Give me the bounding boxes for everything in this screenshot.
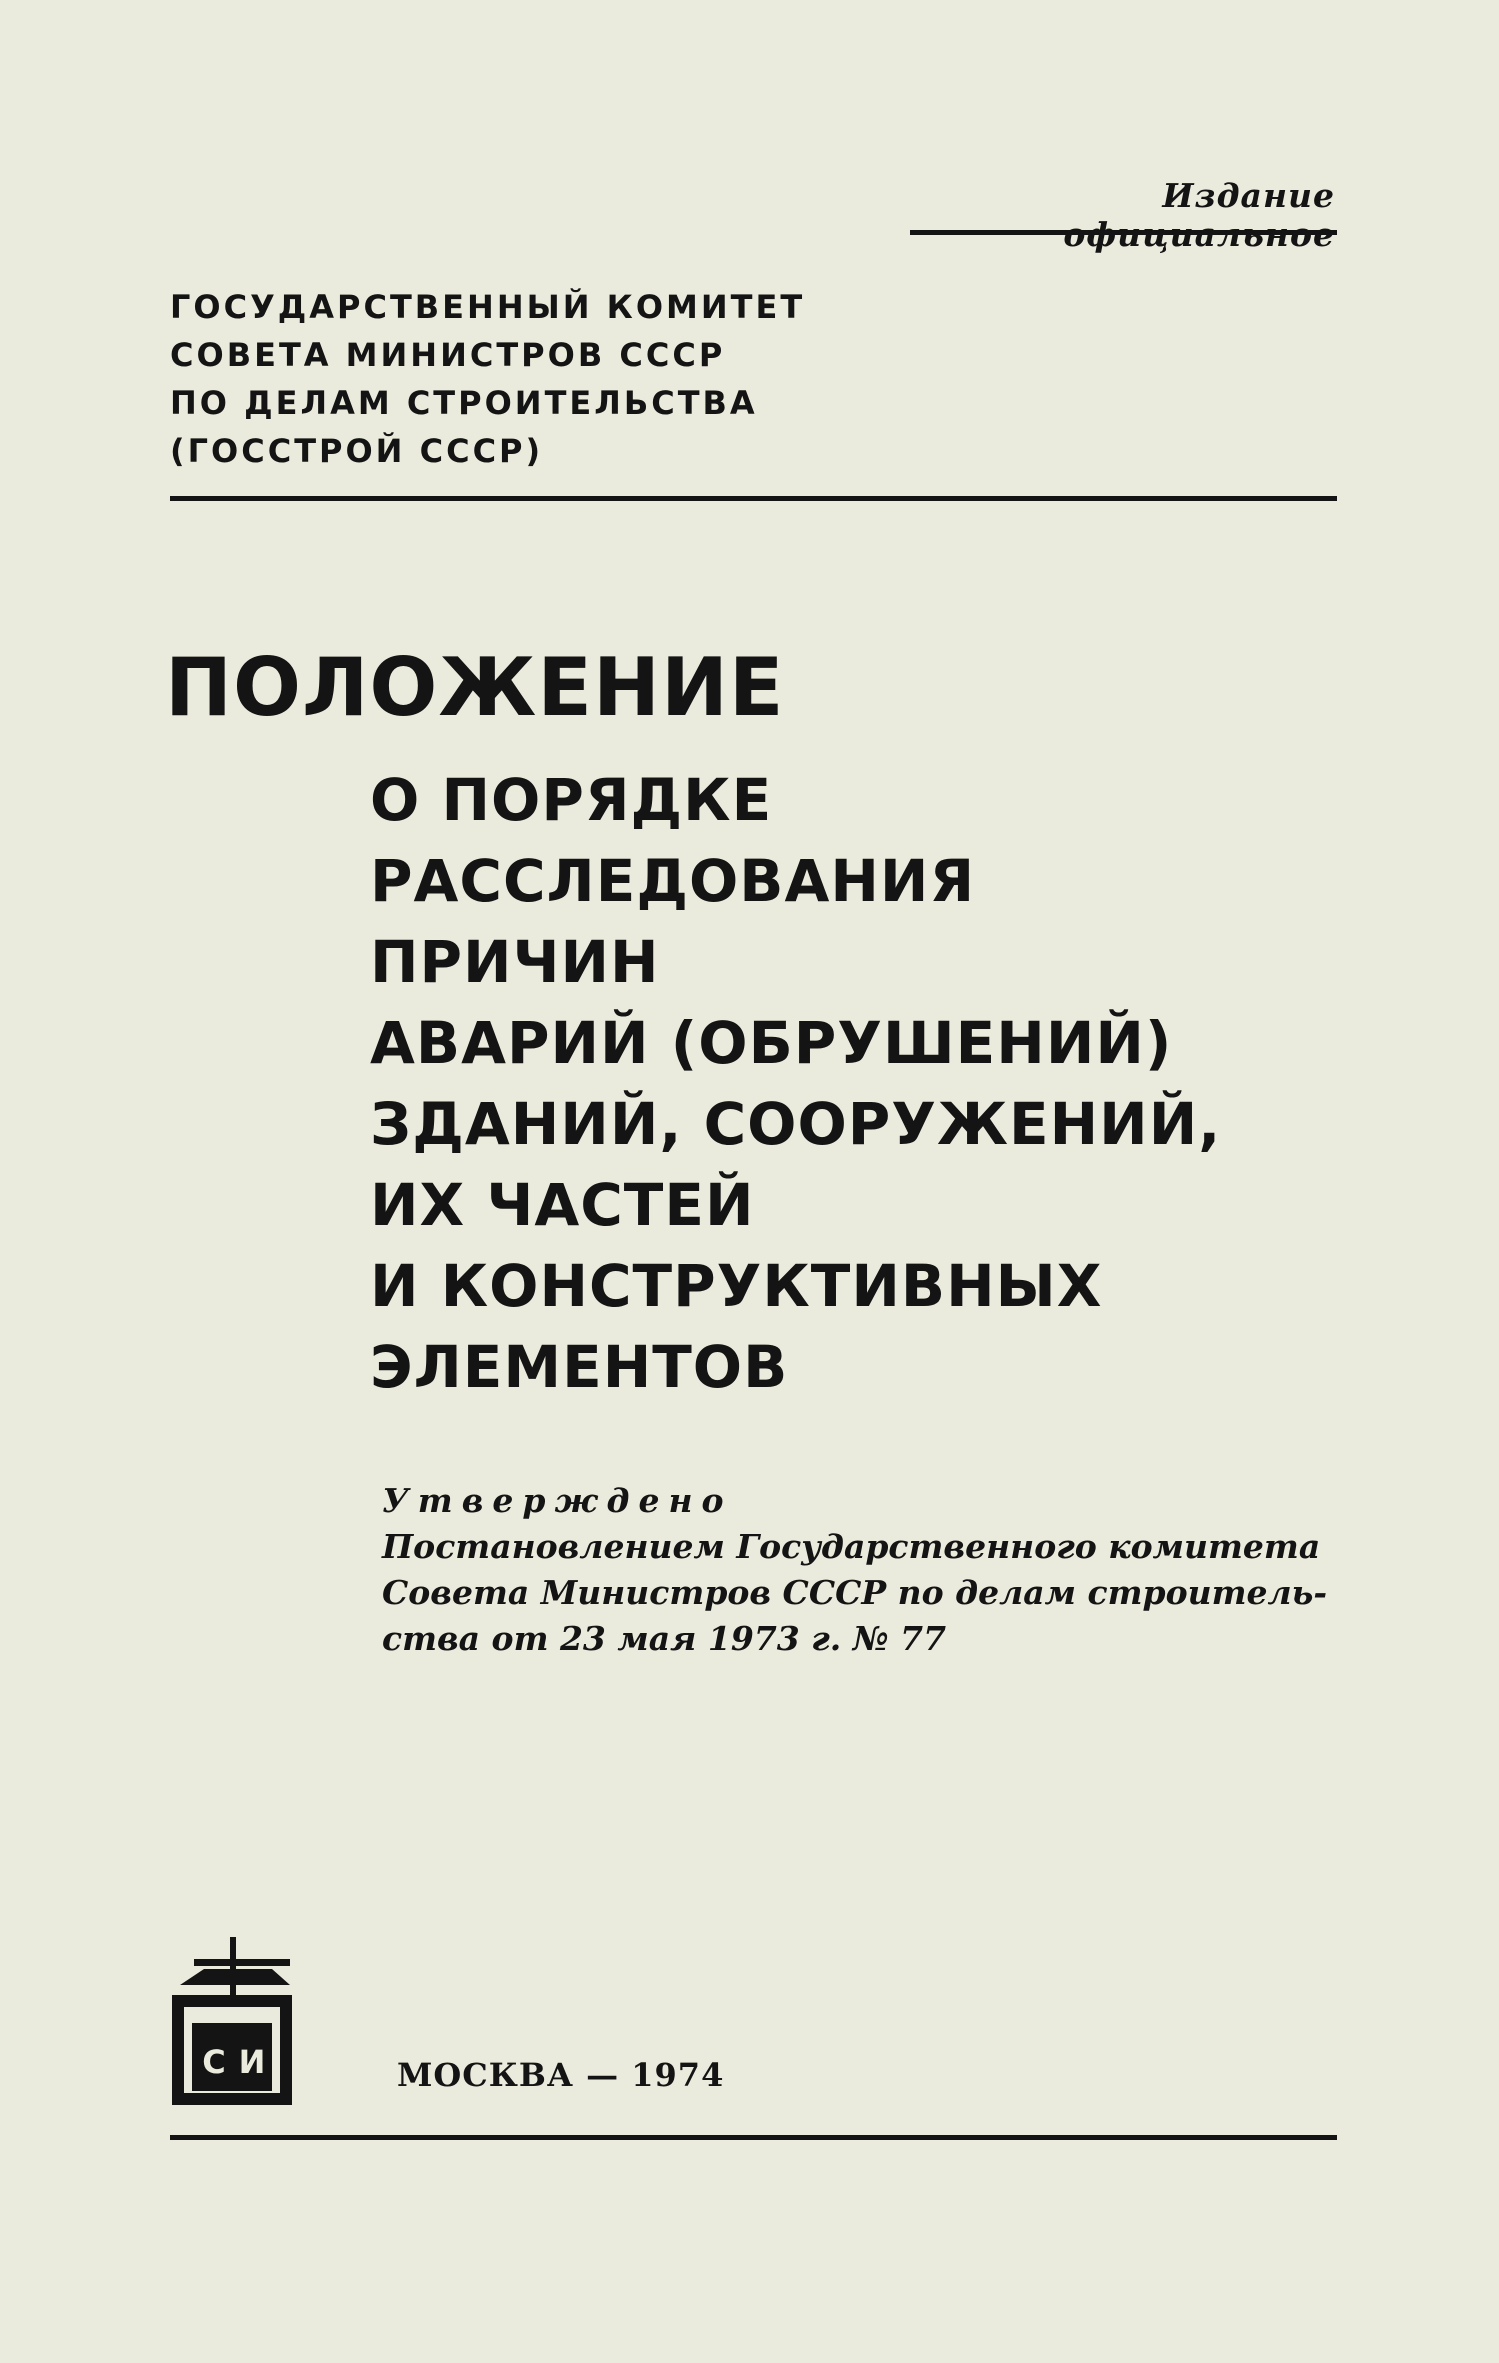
subtitle-line: ЗДАНИЙ, СООРУЖЕНИЙ, <box>370 1090 1222 1158</box>
committee-line: СОВЕТА МИНИСТРОВ СССР <box>170 336 726 374</box>
subtitle-line: РАССЛЕДОВАНИЯ <box>370 847 976 915</box>
edition-label: Издание <box>1162 176 1335 215</box>
approval-heading: Утверждено <box>382 1481 733 1520</box>
bottom-divider <box>170 2135 1337 2140</box>
city-year: МОСКВА — 1974 <box>397 2056 725 2094</box>
approval-block <box>382 1478 1327 1662</box>
committee-block <box>170 283 805 475</box>
document-subtitle <box>370 760 1221 1408</box>
edition-underline <box>910 230 1337 235</box>
committee-line: ГОСУДАРСТВЕННЫЙ КОМИТЕТ <box>170 288 806 326</box>
approval-line: Постановлением Государственного комитета <box>382 1527 1321 1566</box>
subtitle-line: И КОНСТРУКТИВНЫХ <box>370 1252 1103 1320</box>
svg-text:С: С <box>202 2043 226 2081</box>
subtitle-line: О ПОРЯДКЕ <box>370 766 773 834</box>
document-title: ПОЛОЖЕНИЕ <box>165 641 785 734</box>
top-divider <box>170 496 1337 501</box>
committee-line: ПО ДЕЛАМ СТРОИТЕЛЬСТВА <box>170 384 758 422</box>
subtitle-line: АВАРИЙ (ОБРУШЕНИЙ) <box>370 1009 1173 1077</box>
svg-text:И: И <box>238 2043 266 2081</box>
subtitle-line: ИХ ЧАСТЕЙ <box>370 1171 755 1239</box>
subtitle-line: ЭЛЕМЕНТОВ <box>370 1333 789 1401</box>
committee-line: (ГОССТРОЙ СССР) <box>170 432 544 470</box>
subtitle-line: ПРИЧИН <box>370 928 660 996</box>
publisher-logo-icon <box>172 1935 292 2105</box>
approval-line: ства от 23 мая 1973 г. № 77 <box>382 1619 947 1658</box>
approval-line: Совета Министров СССР по делам строитель- <box>382 1573 1328 1612</box>
